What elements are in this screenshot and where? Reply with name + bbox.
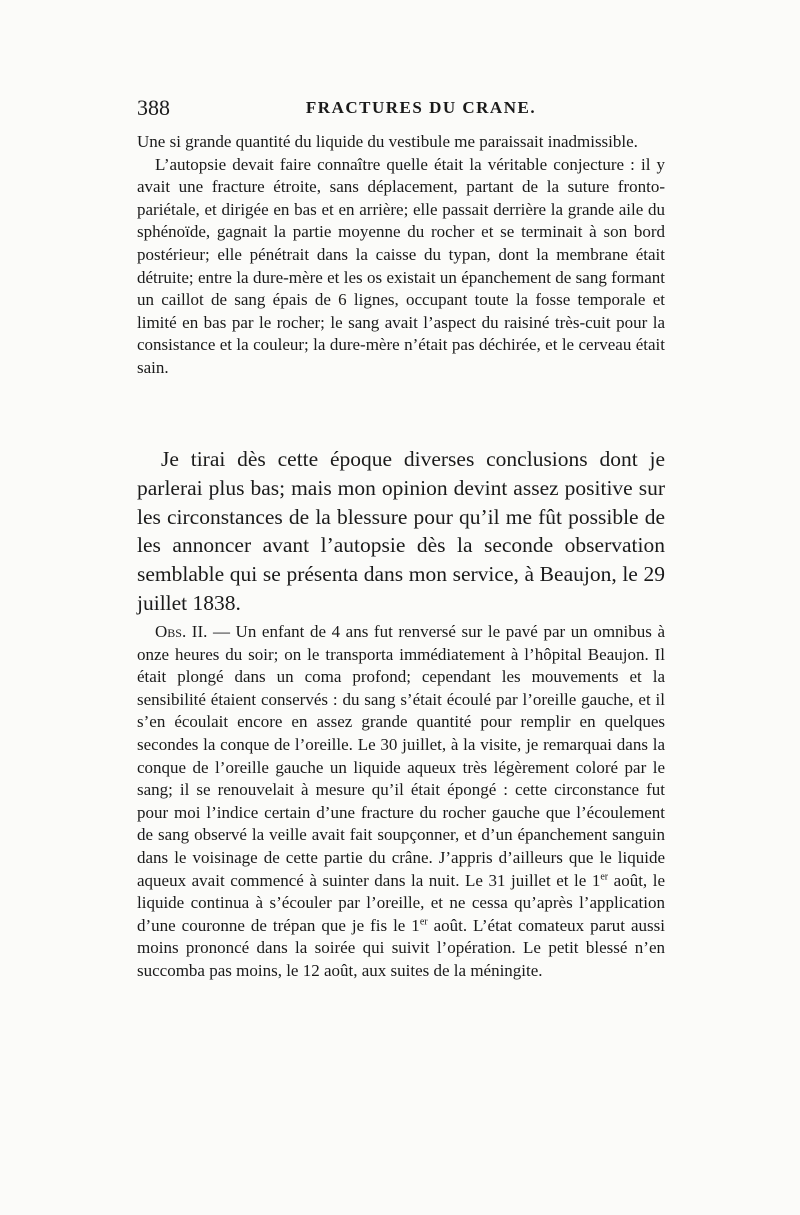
observation-dash: — (207, 622, 236, 641)
autopsy-paragraph: L’autopsie devait faire connaître quelle était la véritable conjecture : il y avait une fracture étroite, sans déplacement, partant de la suture fronto-pariétale, et dirigée en bas et en arrière; elle passait derrière la grande aile du sphénoïde, gagnait la partie moyenne du rocher et se terminait à son bord postérieur; elle pénétrait dans la caisse du typan, dont la membrane était détruite; entre la dure-mère et les os existait un épanchement de sang formant un caillot de sang épais de 6 lignes, occupant toute la fosse temporale et limité en bas par le rocher; le sang avait l’aspect du raisiné très-cuit pour la consistance et la couleur; la dure-mère n’était pas déchirée, et le cerveau était sain. (137, 154, 665, 377)
observation-text-2: août, le liquide continua à s’écouler par l’oreille, et ne cessa qu’après l’application d’une couronne de trépan que je fis le 1 (137, 870, 665, 935)
observation-paragraph (137, 621, 665, 983)
ordinal-superscript-2: er (419, 916, 428, 928)
observation-label: Obs. II. (155, 622, 208, 641)
previous-paragraph-end: Une si grande quantité du liquide du vestibule me paraissait inadmissible. (137, 132, 638, 151)
observation-text-3: août. L’état comateux parut aussi moins prononcé dans la soirée qui suivit l’opération. Le petit blessé n’en succomba pas moins, le 12 août, aux suites de la méningite. (137, 915, 665, 980)
running-title: FRACTURES DU CRANE. (305, 98, 537, 117)
page-number: 388 (137, 95, 170, 120)
continuation-text (137, 131, 665, 380)
observation-text-1: Un enfant de 4 ans fut renversé sur le pavé par un omnibus à onze heures du soir; on le transporta immédiatement à l’hôpital Beaujon. Il était plongé dans un coma profond; cependant les mouvements et la sensibilité étaient conservés : du sang s’était écoulé par l’oreille gauche, et il s’en écoulait encore en assez grande quantité pour remplir en quelques secondes la conque de l’oreille. Le 30 juillet, à la visite, je remarquai dans la conque de l’oreille gauche un liquide aqueux très légèrement coloré par le sang; il se renouvelait à mesure qu’il était épongé : cette circonstance fut pour moi l’indice certain d’une fracture du rocher gauche que l’écoulement de sang observé la veille avait fait soupçonner, et d’un épanchement sanguin dans le voisinage de cette partie du crâne. J’appris d’ailleurs que le liquide aqueux avait commencé à suinter dans la nuit. Le 31 juillet et le 1 (137, 622, 666, 890)
page-header (137, 95, 665, 125)
ordinal-superscript-1: er (600, 870, 609, 882)
main-paragraph: Je tirai dès cette époque diverses conclusions dont je parlerai plus bas; mais mon opinion devint assez positive sur les circonstances de la blessure pour qu’il me fût possible de les annoncer avant l’autopsie dès la seconde observation semblable qui se présenta dans mon service, à Beaujon, le 29 juillet 1838. (137, 447, 665, 615)
